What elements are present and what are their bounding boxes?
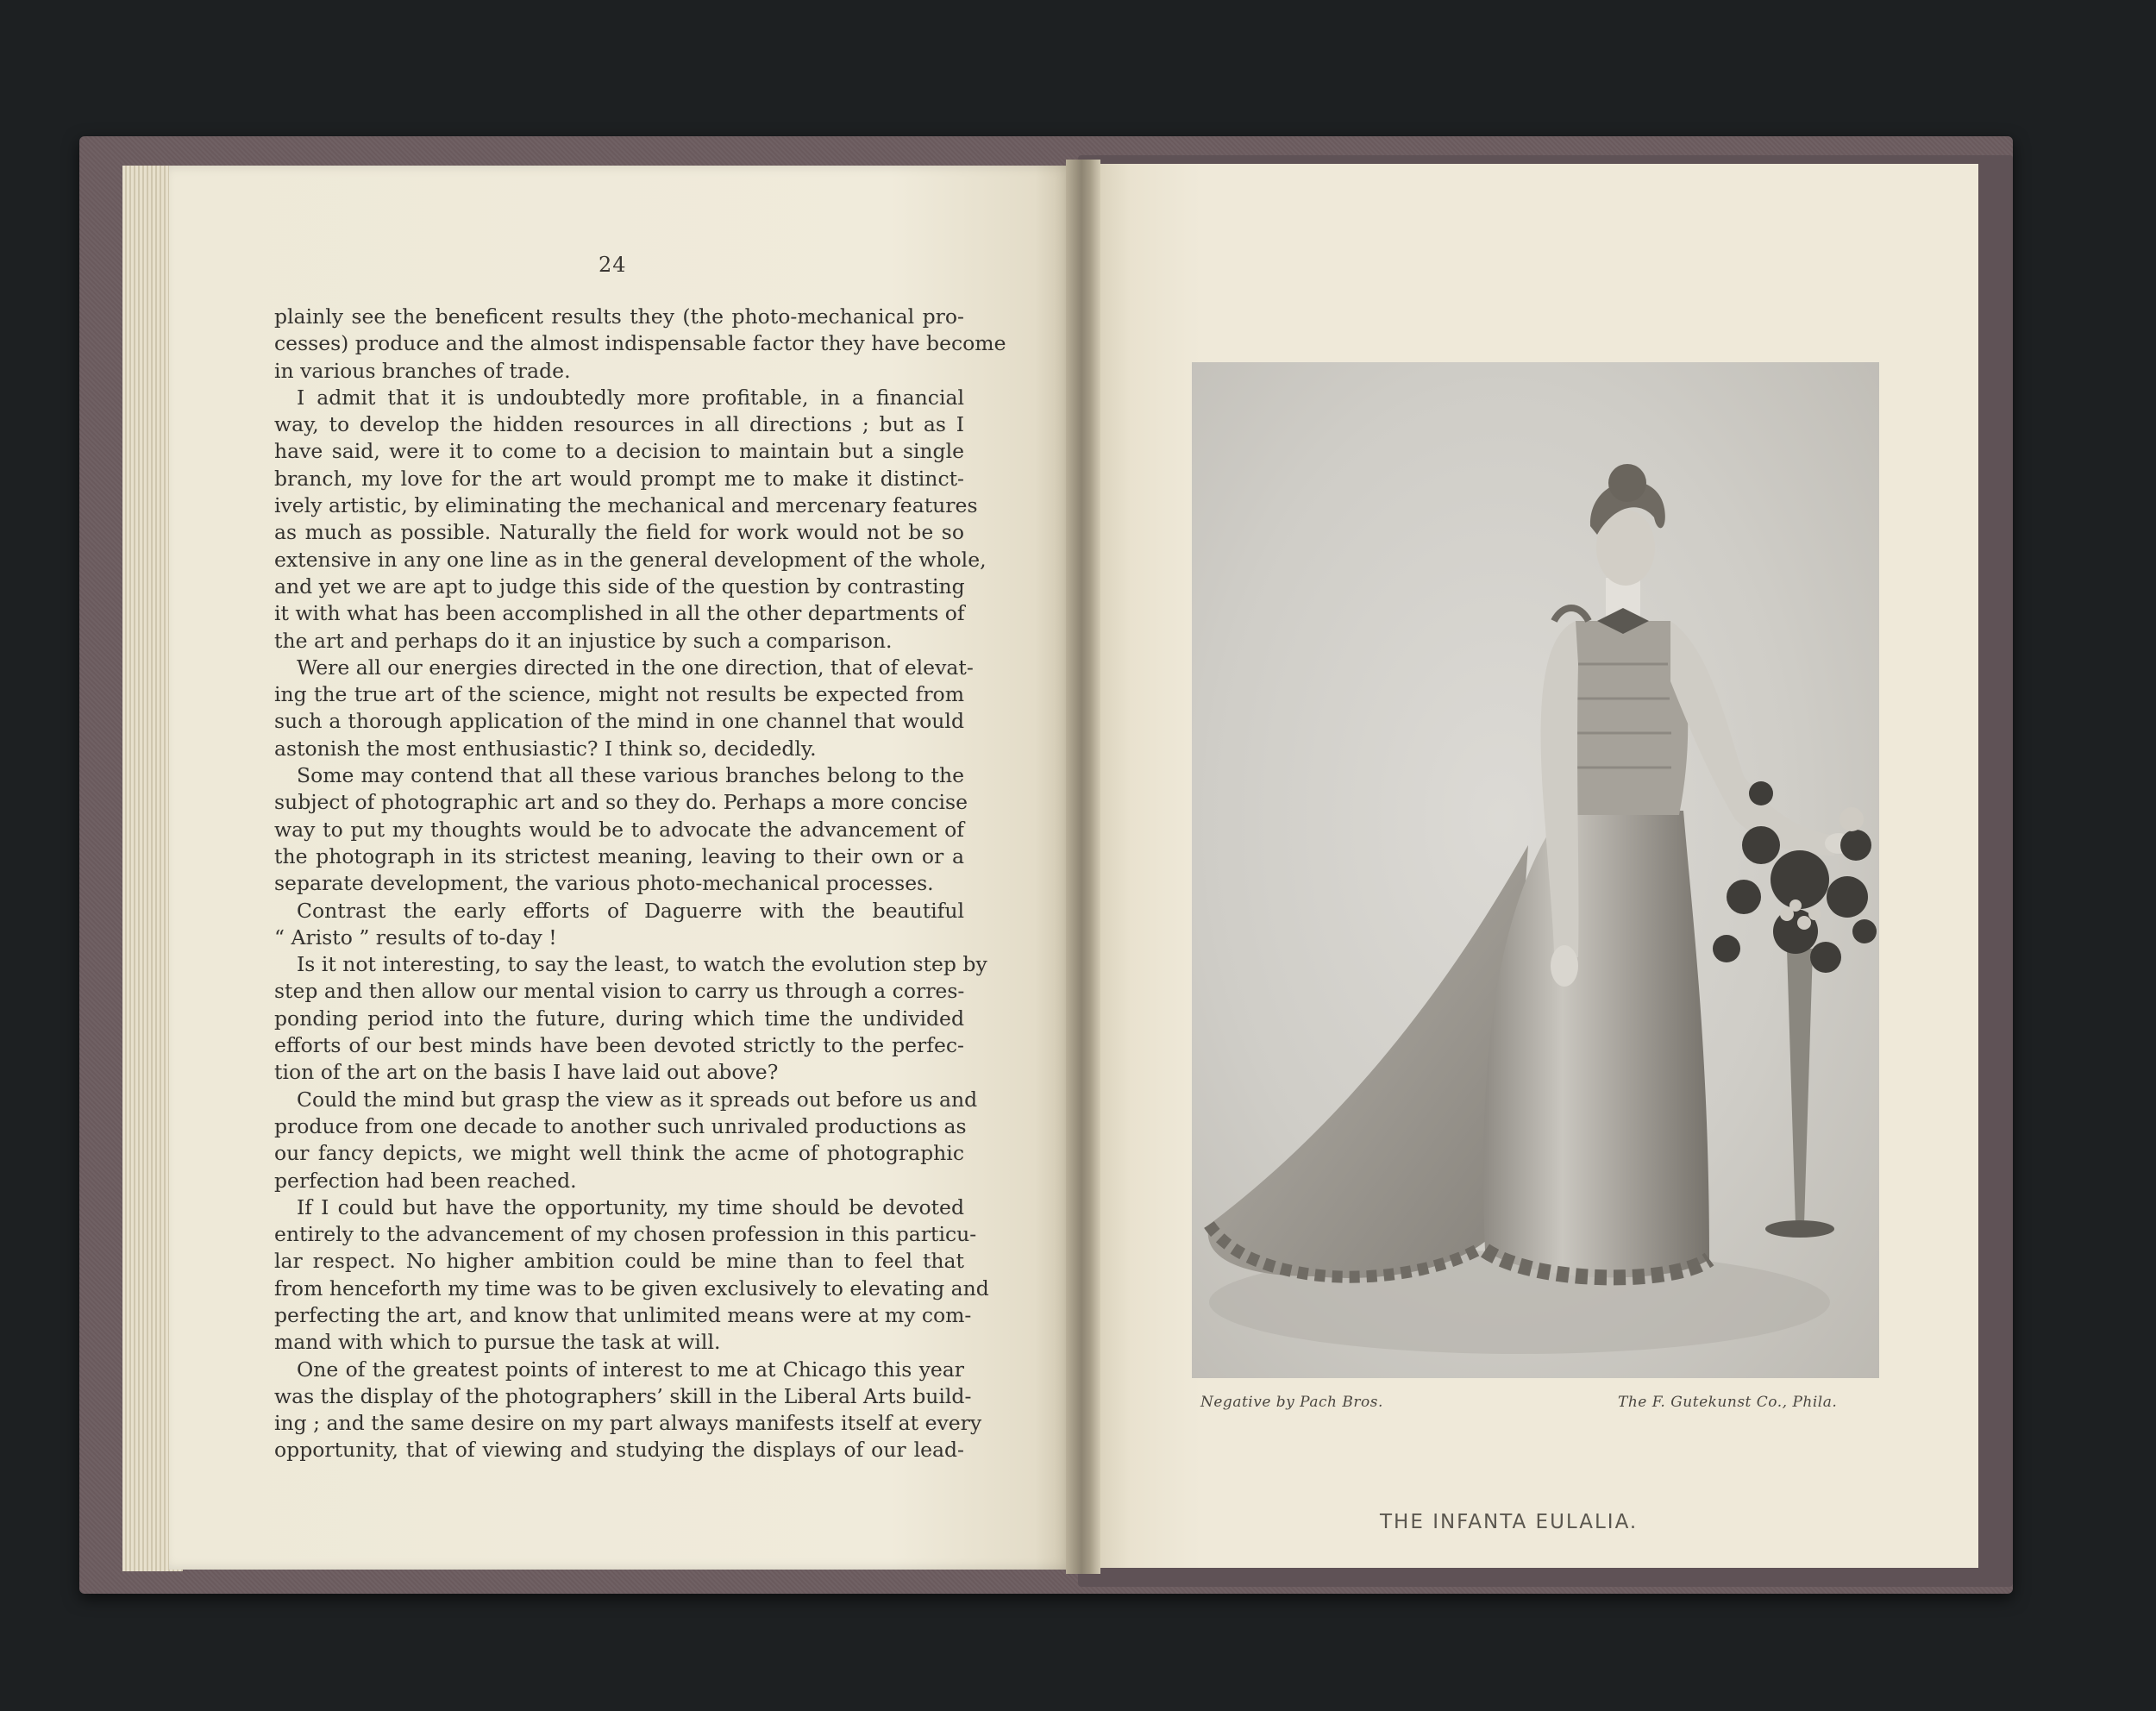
text-line: opportunity, that of viewing and studying the displays of our lead- bbox=[274, 1438, 964, 1463]
text-line: Contrast the early efforts of Daguerre with the beautiful bbox=[297, 898, 964, 923]
body-text bbox=[274, 304, 1006, 1464]
text-line: tion of the art on the basis I have laid out above? bbox=[274, 1060, 779, 1085]
text-line: efforts of our best minds have been devoted strictly to the perfec- bbox=[274, 1033, 964, 1058]
text-line: ing ; and the same desire on my part always manifests itself at every bbox=[274, 1411, 982, 1436]
text-line: have said, were it to come to a decision to maintain but a single bbox=[274, 439, 964, 464]
text-line: way to put my thoughts would be to advocate the advancement of bbox=[274, 817, 964, 842]
text-line: such a thorough application of the mind in one channel that would bbox=[274, 709, 964, 734]
text-line: If I could but have the opportunity, my time should be devoted bbox=[297, 1194, 964, 1219]
text-line: branch, my love for the art would prompt me to make it distinct- bbox=[274, 466, 964, 491]
text-line: One of the greatest points of interest to me at Chicago this year bbox=[297, 1357, 964, 1382]
text-line: astonish the most enthusiastic? I think so, decidedly. bbox=[274, 736, 817, 761]
text-line: ively artistic, by eliminating the mechanical and mercenary features bbox=[274, 493, 978, 518]
text-line: Were all our energies directed in the one direction, that of elevat- bbox=[297, 655, 974, 680]
plate-caption: THE INFANTA EULALIA. bbox=[1380, 1511, 1639, 1533]
text-line: plainly see the beneficent results they (the photo-mechanical pro- bbox=[274, 304, 964, 329]
text-line: Is it not interesting, to say the least, to watch the evolution step by bbox=[297, 952, 987, 977]
text-line: entirely to the advancement of my chosen profession in this particu- bbox=[274, 1222, 977, 1247]
text-line: mand with which to pursue the task at will. bbox=[274, 1330, 721, 1355]
text-line: it with what has been accomplished in all the other departments of bbox=[274, 601, 965, 626]
text-line: the art and perhaps do it an injustice by such a comparison. bbox=[274, 628, 893, 653]
text-line: the photograph in its strictest meaning, leaving to their own or a bbox=[274, 843, 964, 868]
text-line: step and then allow our mental vision to carry us through a corres- bbox=[274, 979, 965, 1004]
text-line: perfection had been reached. bbox=[274, 1168, 577, 1193]
text-line: separate development, the various photo-mechanical processes. bbox=[274, 871, 934, 896]
text-line: way, to develop the hidden resources in all directions ; but as I bbox=[274, 412, 964, 437]
text-line: as much as possible. Naturally the field for work would not be so bbox=[274, 520, 964, 545]
portrait-photograph bbox=[1192, 362, 1879, 1378]
text-line: in various branches of trade. bbox=[274, 358, 571, 383]
text-line: ponding period into the future, during which time the undivided bbox=[274, 1006, 964, 1031]
text-line: and yet we are apt to judge this side of the question by contrasting bbox=[274, 573, 965, 599]
page-number: 24 bbox=[599, 253, 627, 277]
text-line: I admit that it is undoubtedly more profitable, in a financial bbox=[297, 385, 964, 410]
text-line: our fancy depicts, we might well think the acme of photographic bbox=[274, 1141, 964, 1166]
text-line: from henceforth my time was to be given exclusively to elevating and bbox=[274, 1275, 989, 1300]
text-line: extensive in any one line as in the general development of the whole, bbox=[274, 547, 987, 572]
text-line: cesses) produce and the almost indispensable factor they have become bbox=[274, 331, 1006, 356]
text-line: subject of photographic art and so they do. Perhaps a more concise bbox=[274, 790, 968, 815]
text-line: produce from one decade to another such unrivaled productions as bbox=[274, 1113, 967, 1138]
text-line: was the display of the photographers’ skill in the Liberal Arts build- bbox=[274, 1383, 972, 1408]
photo-credit-printer: The F. Gutekunst Co., Phila. bbox=[1618, 1394, 1838, 1411]
text-line: lar respect. No higher ambition could be mine than to feel that bbox=[274, 1249, 964, 1274]
text-line: Some may contend that all these various branches belong to the bbox=[297, 763, 964, 788]
text-line: “ Aristo ” results of to-day ! bbox=[274, 924, 557, 950]
text-line: ing the true art of the science, might not results be expected from bbox=[274, 682, 964, 707]
book-gutter bbox=[1066, 160, 1100, 1574]
text-line: Could the mind but grasp the view as it spreads out before us and bbox=[297, 1087, 978, 1112]
text-line: perfecting the art, and know that unlimited means were at my com- bbox=[274, 1302, 972, 1327]
portrait-illustration bbox=[1192, 362, 1879, 1378]
photo-credit-negative: Negative by Pach Bros. bbox=[1200, 1394, 1383, 1411]
